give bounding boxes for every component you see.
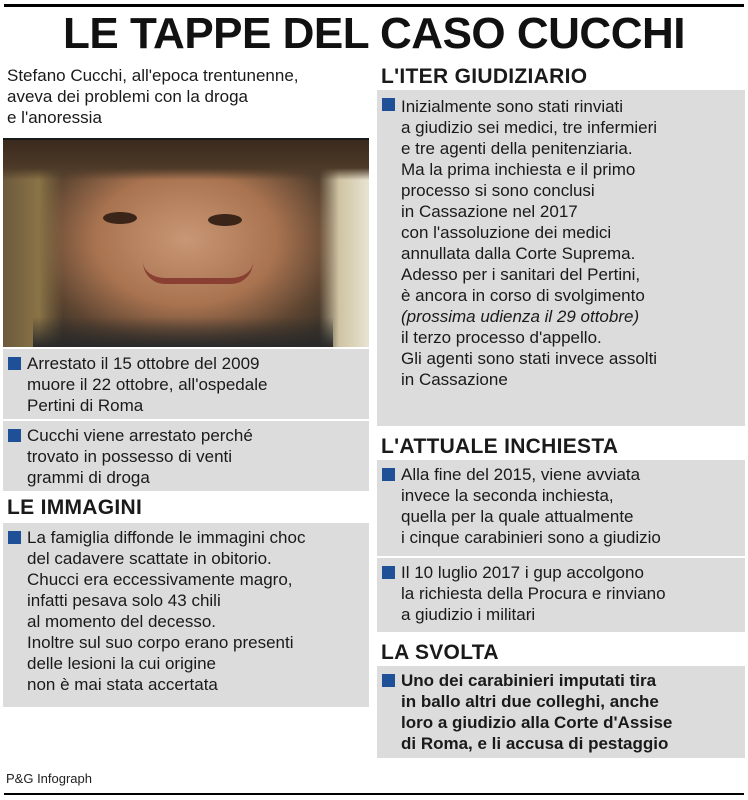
fact-box-iter	[377, 90, 745, 428]
box-line: grammi di droga	[27, 468, 150, 487]
box-line: Arrestato il 15 ottobre del 2009	[27, 354, 260, 373]
heading-attuale-inchiesta: L'ATTUALE INCHIESTA	[377, 428, 745, 460]
right-column	[377, 62, 745, 760]
box-line: del cadavere scattate in obitorio.	[27, 549, 272, 568]
box-line: Uno dei carabinieri imputati tira	[401, 671, 657, 690]
fact-box-svolta	[377, 666, 745, 760]
box-line: è ancora in corso di svolgimento	[401, 286, 645, 305]
square-bullet-icon	[382, 674, 395, 687]
box-line: il terzo processo d'appello.	[401, 328, 602, 347]
page-title: LE TAPPE DEL CASO CUCCHI	[63, 9, 685, 58]
intro-line: aveva dei problemi con la droga	[7, 87, 248, 106]
box-line: Adesso per i sanitari del Pertini,	[401, 265, 641, 284]
fact-box-seconda-inchiesta	[377, 460, 745, 558]
box-line: Il 10 luglio 2017 i gup accolgono	[401, 563, 644, 582]
box-line: invece la seconda inchiesta,	[401, 486, 614, 505]
square-bullet-icon	[382, 566, 395, 579]
square-bullet-icon	[8, 357, 21, 370]
box-line: non è mai stata accertata	[27, 675, 218, 694]
intro-line: e l'anoressia	[7, 108, 102, 127]
photo-shirt	[33, 317, 333, 347]
box-line: la richiesta della Procura e rinviano	[401, 584, 666, 603]
box-line: Ma la prima inchiesta e il primo	[401, 160, 636, 179]
box-line: al momento del decesso.	[27, 612, 216, 631]
box-line-italic: (prossima udienza il 29 ottobre)	[401, 307, 640, 326]
fact-box-arrest	[3, 349, 369, 421]
box-line: Chucci era eccessivamente magro,	[27, 570, 293, 589]
box-line: e tre agenti della penitenziaria.	[401, 139, 633, 158]
box-line: Inizialmente sono stati rinviati	[401, 97, 624, 116]
box-line: con l'assoluzione dei medici	[401, 223, 612, 242]
heading-la-svolta: LA SVOLTA	[377, 634, 745, 666]
box-line: di Roma, e li accusa di pestaggio	[401, 734, 669, 753]
heading-iter-giudiziario: L'ITER GIUDIZIARIO	[377, 62, 745, 90]
box-line: trovato in possesso di venti	[27, 447, 233, 466]
box-line: annullata dalla Corte Suprema.	[401, 244, 636, 263]
square-bullet-icon	[382, 468, 395, 481]
top-rule	[4, 4, 744, 7]
photo-hair	[3, 140, 369, 180]
box-line: muore il 22 ottobre, all'ospedale	[27, 375, 268, 394]
fact-box-gup	[377, 558, 745, 634]
square-bullet-icon	[8, 429, 21, 442]
box-line: delle lesioni la cui origine	[27, 654, 217, 673]
credit-label: P&G Infograph	[6, 771, 92, 786]
box-line: Alla fine del 2015, viene avviata	[401, 465, 641, 484]
box-line: i cinque carabinieri sono a giudizio	[401, 528, 661, 547]
heading-le-immagini: LE IMMAGINI	[3, 493, 369, 523]
intro-line: Stefano Cucchi, all'epoca trentunenne,	[7, 66, 299, 85]
square-bullet-icon	[382, 98, 395, 111]
square-bullet-icon	[8, 531, 21, 544]
box-line: infatti pesava solo 43 chili	[27, 591, 221, 610]
left-column	[3, 62, 369, 709]
photo-eye-left	[103, 212, 137, 224]
bottom-rule	[4, 793, 744, 795]
box-line: loro a giudizio alla Corte d'Assise	[401, 713, 673, 732]
box-line: in ballo altri due colleghi, anche	[401, 692, 659, 711]
photo-mouth	[143, 262, 253, 284]
photo-eye-right	[208, 214, 242, 226]
box-line: La famiglia diffonde le immagini choc	[27, 528, 306, 547]
box-line: processo si sono conclusi	[401, 181, 595, 200]
fact-box-drugs	[3, 421, 369, 493]
box-line: in Cassazione	[401, 370, 508, 389]
box-line: a giudizio sei medici, tre infermieri	[401, 118, 658, 137]
box-line: Cucchi viene arrestato perché	[27, 426, 253, 445]
box-line: Gli agenti sono stati invece assolti	[401, 349, 658, 368]
portrait-photo	[3, 140, 369, 347]
box-line: in Cassazione nel 2017	[401, 202, 578, 221]
box-line: Inoltre sul suo corpo erano presenti	[27, 633, 294, 652]
intro-text	[3, 62, 369, 140]
box-line: quella per la quale attualmente	[401, 507, 634, 526]
fact-box-immagini	[3, 523, 369, 709]
box-line: Pertini di Roma	[27, 396, 144, 415]
box-line: a giudizio i militari	[401, 605, 536, 624]
